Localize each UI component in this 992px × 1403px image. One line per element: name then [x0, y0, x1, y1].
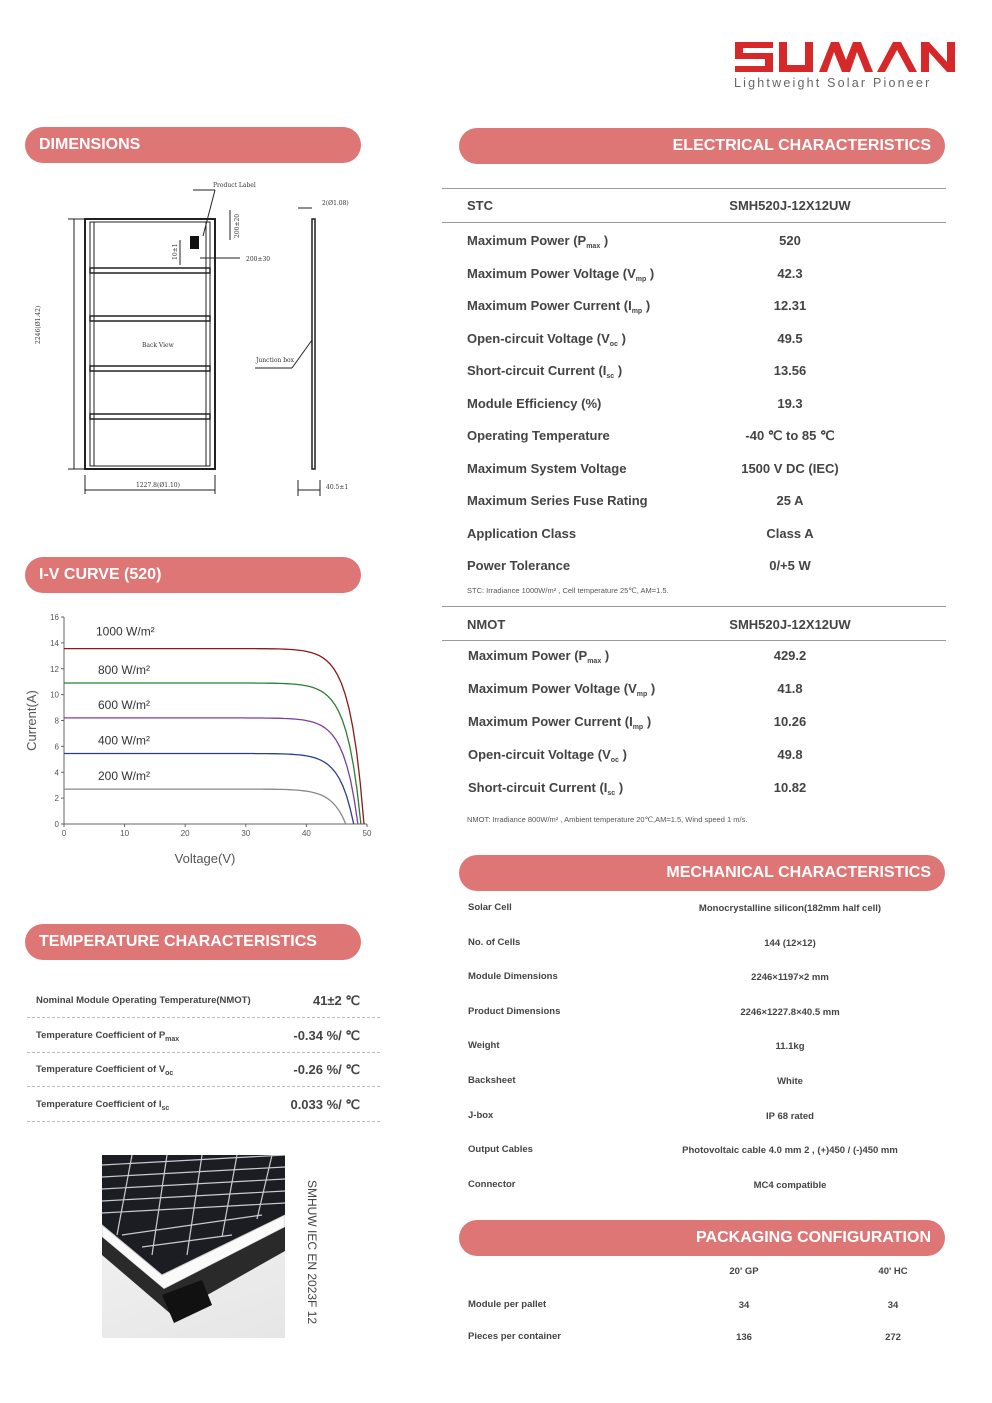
stc-row-value: 25 A	[776, 493, 804, 508]
x-axis-label: Voltage(V)	[174, 851, 236, 866]
thickness-bottom-text: 40.5±1	[326, 484, 349, 491]
stc-row-label: Maximum Power Voltage ($V_{mp}$ )	[467, 265, 655, 283]
nmot-row-label: Maximum Power Voltage ($V_{mp}$ )	[468, 681, 656, 698]
dimensions-title: DIMENSIONS	[39, 136, 141, 153]
nmot-header-rule	[442, 640, 946, 641]
temperature-row-value: 0.033 %/ ℃	[290, 1096, 360, 1112]
y-tick-label: 8	[54, 716, 59, 726]
iv-series-label: 1000 W/m²	[96, 624, 155, 639]
mechanical-row-label: No. of Cells	[468, 936, 521, 948]
x-tick-label: 20	[180, 829, 190, 838]
iv-series-label: 200 W/m²	[98, 769, 151, 784]
iv-series-line	[64, 789, 346, 824]
nmot-row-label: Maximum Power Current ($I_{mp}$ )	[468, 714, 652, 731]
height-dim-text: 2246(Ø1.42)	[35, 305, 42, 344]
iv-series-label: 800 W/m²	[98, 662, 151, 677]
stc-row-value: -40 ℃ to 85 ℃	[745, 428, 835, 443]
dim-a-text: 200±20	[234, 213, 241, 238]
mechanical-row-value: 2246×1227.8×40.5 mm	[740, 1006, 840, 1018]
x-tick-label: 50	[362, 829, 372, 838]
mechanical-row-value: 144 (12×12)	[764, 937, 816, 949]
packaging-row-value: 272	[885, 1332, 901, 1343]
brand-tagline: Lightweight Solar Pioneer	[734, 76, 932, 90]
nmot-row-label: Open-circuit Voltage ($V_{oc}$ )	[468, 747, 627, 764]
nmot-model: SMH520J-12X12UW	[729, 617, 851, 632]
stc-row-value: 49.5	[777, 330, 803, 346]
mechanical-banner	[459, 855, 945, 891]
mechanical-row-value: White	[777, 1076, 803, 1087]
packaging-row-value: 34	[738, 1300, 750, 1311]
stc-row-label: Module Efficiency (%)	[467, 395, 602, 411]
packaging-row-value: 34	[887, 1300, 899, 1311]
packaging-col-2: 40' HC	[878, 1266, 908, 1277]
stc-note: STC: Irradiance 1000W/m² , Cell temperature 25℃, AM=1.5.	[467, 586, 669, 595]
thickness-top-text: 2(Ø1.08)	[322, 200, 349, 207]
stc-model: SMH520J-12X12UW	[729, 198, 851, 213]
temperature-row-value: 41±2 ℃	[312, 993, 360, 1008]
mechanical-row-label: Backsheet	[468, 1075, 516, 1086]
iv-curve-banner	[25, 557, 361, 593]
mechanical-row-label: Module Dimensions	[468, 971, 558, 983]
nmot-row-value: 10.26	[773, 714, 807, 729]
electrical-title: ELECTRICAL CHARACTERISTICS	[672, 137, 931, 154]
iv-series-label: 400 W/m²	[98, 733, 151, 748]
stc-row-label: Maximum System Voltage	[467, 460, 627, 476]
nmot-row-value: 429.2	[773, 648, 807, 663]
mechanical-row-label: Solar Cell	[468, 902, 512, 913]
stc-row-label: Application Class	[467, 525, 577, 541]
y-tick-label: 14	[50, 638, 59, 648]
y-tick-label: 16	[50, 613, 59, 622]
mechanical-row-label: Output Cables	[468, 1144, 533, 1156]
mechanical-row-value: 2246×1197×2 mm	[751, 972, 829, 984]
packaging-title: PACKAGING CONFIGURATION	[696, 1229, 931, 1246]
nmot-row-label: Short-circuit Current ($I_{sc}$ )	[468, 780, 624, 797]
stc-header: STC	[467, 198, 493, 213]
logo-mark	[733, 36, 958, 76]
stc-row-value: 0/+5 W	[769, 558, 811, 573]
junction-box-text: Junction box	[256, 357, 295, 364]
back-view-text: Back View	[142, 342, 174, 349]
x-tick-label: 30	[241, 829, 251, 838]
x-tick-label: 40	[301, 829, 311, 838]
temperature-row-label: Nominal Module Operating Temperature(NMOT)	[36, 995, 251, 1006]
temperature-row-divider	[27, 1017, 380, 1018]
y-tick-label: 6	[54, 742, 59, 752]
x-tick-label: 10	[120, 829, 130, 838]
packaging-row-label: Module per pallet	[468, 1299, 547, 1310]
mechanical-row-label: Product Dimensions	[468, 1005, 561, 1017]
temperature-banner	[25, 924, 361, 960]
y-tick-label: 10	[50, 690, 59, 700]
dim-b-text: 200±30	[246, 256, 271, 263]
stc-row-value: 12.31	[773, 298, 807, 313]
brand-logo	[733, 36, 958, 94]
dimensions-banner	[25, 127, 361, 163]
temperature-row-label: Temperature Coefficient of $V_{oc}$	[36, 1064, 174, 1077]
stc-row-label: Operating Temperature	[467, 428, 610, 443]
stc-top-rule	[442, 188, 946, 189]
mechanical-row-value: 11.1kg	[775, 1041, 805, 1053]
width-dim-text: 1227.8(Ø1.10)	[136, 482, 180, 489]
temperature-row-value: -0.26 %/ ℃	[293, 1062, 360, 1077]
temperature-row-label: Temperature Coefficient of $P_{max}$	[36, 1029, 180, 1043]
stc-row-label: Power Tolerance	[467, 558, 571, 573]
electrical-banner	[459, 128, 945, 164]
stc-row-label: Open-circuit Voltage ($V_{oc}$ )	[467, 330, 626, 348]
iv-curve-title: I-V CURVE (520)	[39, 566, 162, 583]
stc-row-label: Maximum Power Current ($I_{mp}$ )	[467, 298, 651, 315]
dimension-drawing	[50, 180, 360, 500]
stc-row-value: 19.3	[777, 395, 803, 411]
mechanical-row-value: Photovoltaic cable 4.0 mm 2 , (+)450 / (-)450 mm	[682, 1145, 898, 1157]
stc-row-value: 1500 V DC (IEC)	[741, 460, 839, 476]
temperature-row-divider	[27, 1121, 380, 1122]
mechanical-row-label: Weight	[468, 1040, 500, 1052]
iv-series-label: 600 W/m²	[98, 697, 151, 712]
photo-caption: SMHUW IEC EN 2023F 12	[305, 1180, 319, 1325]
stc-header-rule	[442, 222, 946, 223]
nmot-note: NMOT: Irradiance 800W/m² , Ambient temperature 20℃,AM=1.5, Wind speed 1 m/s.	[467, 815, 748, 824]
packaging-banner	[459, 1220, 945, 1256]
stc-row-label: Maximum Series Fuse Rating	[467, 493, 648, 508]
nmot-row-value: 10.82	[773, 780, 807, 795]
nmot-header: NMOT	[467, 617, 506, 632]
mechanical-title: MECHANICAL CHARACTERISTICS	[666, 864, 931, 881]
temperature-row-divider	[27, 1086, 380, 1087]
nmot-row-value: 41.8	[777, 681, 803, 696]
stc-row-label: Short-circuit Current ($I_{sc}$ )	[467, 363, 623, 380]
mechanical-row-label: Connector	[468, 1178, 516, 1190]
packaging-row-label: Pieces per container	[468, 1331, 561, 1342]
nmot-row-value: 49.8	[777, 747, 803, 762]
stc-row-value: 42.3	[777, 265, 803, 281]
solar-panel-corner-image	[102, 1155, 285, 1338]
nmot-row-label: Maximum Power ($P_{max}$ )	[468, 648, 610, 665]
temperature-row-label: Temperature Coefficient of $I_{sc}$	[36, 1098, 170, 1112]
iv-curve-chart	[20, 605, 380, 875]
packaging-row-value: 136	[736, 1332, 752, 1343]
y-tick-label: 0	[54, 820, 59, 829]
y-axis-label: Current(A)	[24, 690, 39, 751]
product-photo	[102, 1155, 285, 1338]
y-tick-label: 2	[54, 794, 59, 804]
stc-row-value: Class A	[766, 525, 814, 541]
y-tick-label: 4	[54, 768, 59, 778]
temperature-title: TEMPERATURE CHARACTERISTICS	[39, 933, 317, 950]
product-label-text: Product Label	[213, 182, 256, 189]
stc-row-value: 13.56	[773, 363, 807, 378]
mechanical-row-label: J-box	[468, 1109, 494, 1121]
temperature-row-value: -0.34 %/ ℃	[293, 1027, 360, 1043]
nmot-top-rule	[442, 606, 946, 607]
temperature-row-divider	[27, 1052, 380, 1053]
mechanical-row-value: MC4 compatible	[753, 1179, 827, 1191]
y-tick-label: 12	[50, 664, 59, 674]
x-tick-label: 0	[61, 829, 67, 838]
packaging-col-1: 20' GP	[729, 1266, 759, 1277]
mechanical-row-value: Monocrystalline silicon(182mm half cell)	[698, 903, 882, 914]
mechanical-row-value: IP 68 rated	[766, 1110, 814, 1122]
dim-c-text: 10±1	[172, 243, 179, 260]
stc-row-label: Maximum Power ($P_{max}$ )	[467, 233, 609, 250]
stc-row-value: 520	[779, 233, 801, 248]
